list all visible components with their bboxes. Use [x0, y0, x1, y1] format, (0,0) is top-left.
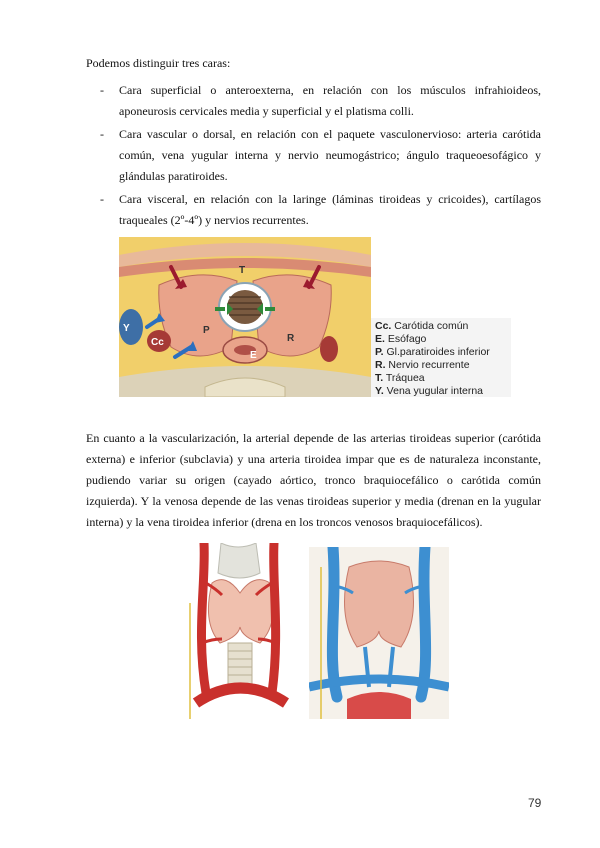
- bullet-dash: -: [100, 192, 104, 206]
- page-number: 79: [528, 796, 542, 810]
- legend-row: T. Tráquea: [375, 372, 425, 384]
- label-e: E: [250, 350, 257, 361]
- label-cc: Cc: [151, 337, 164, 348]
- label-p: P: [203, 325, 210, 336]
- bullet-dash: -: [100, 83, 104, 97]
- right-common-carotid-artery: [272, 543, 276, 693]
- right-internal-jugular-vein: [421, 547, 426, 697]
- list-item: [86, 124, 541, 187]
- legend-row: R. Nervio recurrente: [375, 359, 470, 371]
- legend-row: P. Gl.paratiroides inferior: [375, 346, 490, 358]
- label-r: R: [287, 333, 295, 344]
- figure-legend: [371, 318, 511, 397]
- label-t: T: [239, 265, 246, 276]
- left-internal-jugular-vein: [332, 547, 337, 697]
- intro-text: Podemos distinguir tres caras:: [86, 56, 231, 70]
- venous-drainage-figure: [309, 547, 449, 719]
- common-carotid-right: [320, 336, 338, 362]
- bullet-dash: -: [100, 127, 104, 141]
- list-item-text: Cara superficial o anteroexterna, en relación con los músculos infrahioideos, aponeurosis cervicales media y superficial y el platisma colli.: [119, 83, 541, 118]
- legend-row: Cc. Carótida común: [375, 320, 469, 332]
- arterial-supply-figure: [176, 543, 306, 719]
- faces-list: [86, 80, 541, 233]
- legend-row: Y. Vena yugular interna: [375, 385, 484, 397]
- left-common-carotid-artery: [201, 543, 206, 693]
- aortic-arch-lower: [347, 692, 411, 719]
- trachea-lumen: [227, 290, 263, 324]
- label-y: Y: [123, 323, 130, 334]
- list-item: [86, 189, 541, 231]
- neck-cross-section-figure: [119, 237, 371, 397]
- list-item: [86, 80, 541, 122]
- vascularization-paragraph: En cuanto a la vascularización, la arterial depende de las arterias tiroideas superior (carótida externa) e inferior (subclavia) y una arteria tiroidea impar que es de naturaleza inconstante, pudiendo variar su origen (cayado aórtico, tronco braquiocefálico o carótida común izquierda). Y la venosa depende de las venas tiroideas superior y media (drenan en la yugular interna) y la vena tiroidea inferior (drena en los troncos venosos braquiocefálicos).: [86, 431, 541, 529]
- thyroid-cartilage: [218, 543, 260, 578]
- list-item-text: Cara visceral, en relación con la laringe (láminas tiroideas y cricoides), cartílagos traqueales (2º-4º) y nervios recurrentes.: [119, 192, 541, 227]
- trachea-column: [228, 643, 252, 687]
- legend-row: E. Esófago: [375, 333, 427, 345]
- list-item-text: Cara vascular o dorsal, en relación con el paquete vasculonervioso: arteria carótida común, vena yugular interna y nervio neumogástrico; ángulo traqueoesofágico y glándulas paratiroides.: [119, 127, 541, 183]
